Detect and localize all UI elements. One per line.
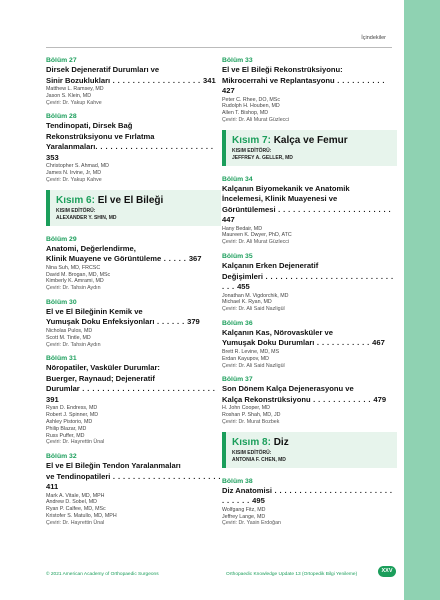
chapter-title-line bbox=[46, 374, 221, 385]
author-name: Roshan P. Shah, MD, JD bbox=[222, 412, 281, 419]
toc-entry bbox=[46, 298, 221, 348]
part-title bbox=[232, 134, 391, 148]
translator-credit: Çeviri: Dr. Hayrettin Ünal bbox=[46, 439, 105, 446]
chapter-title-line bbox=[46, 121, 221, 132]
chapter-title-line bbox=[46, 254, 221, 265]
chapter-title-line bbox=[46, 132, 221, 143]
part-number: Kısım 6: bbox=[56, 194, 95, 206]
toc-entry bbox=[46, 235, 221, 292]
author-name: Jeffrey Lange, MD bbox=[222, 513, 266, 520]
book-title-footer: Orthopaedic Knowledge Update 13 (Ortopedik Bilgi Yenileme) bbox=[226, 572, 358, 577]
chapter-title-line bbox=[222, 65, 397, 76]
chapter-title-text: Tendinopati, Dirsek Bağ bbox=[46, 121, 133, 131]
author-name: Russ Puffer, MD bbox=[46, 432, 85, 439]
toc-entry bbox=[222, 252, 397, 313]
chapter-title-text: Görüntülemesi bbox=[222, 204, 276, 214]
author-name: Wolfgang Fitz, MD bbox=[222, 506, 266, 513]
part-number: Kısım 7: bbox=[232, 134, 271, 146]
chapter-title-text: Buerger, Raynaud; Dejeneratif bbox=[46, 373, 155, 383]
translator-credit: Çeviri: Dr. Ali Murat Güzlecci bbox=[222, 239, 290, 246]
page-number: 391 bbox=[46, 394, 59, 404]
author-name: Scott M. Tintle, MD bbox=[46, 334, 91, 341]
toc-entry bbox=[222, 375, 397, 425]
chapter-title-text: El ve El Bileği Rekonstrüksiyonu: bbox=[222, 65, 343, 74]
chapter-title-text: Yumuşak Doku Durumları bbox=[222, 338, 315, 348]
part-title bbox=[56, 194, 215, 208]
chapter-number: Bölüm 32 bbox=[46, 453, 77, 461]
translator-credit: Çeviri: Dr. Yasin Erdoğan bbox=[222, 520, 281, 527]
chapter-number: Bölüm 34 bbox=[222, 175, 253, 183]
chapter-title-line bbox=[222, 76, 397, 97]
part-name: Kalça ve Femur bbox=[273, 134, 348, 146]
leader-dots: . . . . . . . . . . . . . . . . . . . . . . . bbox=[275, 204, 392, 214]
part-heading-box bbox=[46, 190, 221, 226]
chapter-title-text: Klinik Muayene ve Görüntüleme bbox=[46, 254, 162, 264]
author-name: Rudolph H. Houben, MD bbox=[222, 103, 280, 110]
author-name: Hany Bedair, MD bbox=[222, 225, 263, 232]
part-editor-name: ANTONIA F. CHEN, MD bbox=[232, 456, 286, 463]
author-name: H. John Cooper, MD bbox=[222, 405, 270, 412]
leader-dots: . . . . . . . . . . . . . . . . . . . . . . . . . . . bbox=[79, 384, 216, 394]
part-heading-box bbox=[222, 432, 397, 468]
author-name: Peter C. Rhee, DO, MSc bbox=[222, 96, 280, 103]
author-name: Nina Suh, MD, FRCSC bbox=[46, 264, 101, 271]
chapter-number: Bölüm 31 bbox=[46, 355, 77, 363]
chapter-title-text: Kalça Rekonstrüksiyonu bbox=[222, 394, 311, 404]
page-number: 455 bbox=[237, 282, 250, 292]
author-name: James N. Irvine, Jr, MD bbox=[46, 170, 102, 177]
toc-entry bbox=[222, 56, 397, 124]
author-name: Kristofer S. Matullo, MD, MPH bbox=[46, 513, 117, 520]
page-number-badge: XXV bbox=[378, 566, 396, 577]
toc-entry bbox=[222, 175, 397, 246]
chapter-title-text: Kalçanın Kas, Nörovasküler ve bbox=[222, 327, 334, 337]
part-name: El ve El Bileği bbox=[97, 194, 164, 206]
part-number: Kısım 8: bbox=[232, 436, 271, 448]
chapter-title-text: Kalçanın Biyomekanik ve Anatomik bbox=[222, 183, 350, 193]
chapter-title-line bbox=[46, 244, 221, 255]
chapter-title-text: Diz Anatomisi bbox=[222, 485, 272, 495]
chapter-number: Bölüm 36 bbox=[222, 319, 253, 327]
toc-left-column bbox=[46, 54, 221, 533]
chapter-title-line bbox=[46, 65, 221, 76]
chapter-number: Bölüm 29 bbox=[46, 235, 77, 243]
author-name: Erdan Kayupov, MD bbox=[222, 355, 270, 362]
leader-dots: . . . . . . . . . . . bbox=[314, 338, 373, 348]
chapter-number: Bölüm 30 bbox=[46, 298, 77, 306]
chapter-title-text: Dirsek Dejeneratif Durumları ve bbox=[46, 65, 160, 74]
page-number: 353 bbox=[46, 152, 59, 162]
translator-credit: Çeviri: Dr. Tahsin Aydın bbox=[46, 285, 101, 292]
chapter-number: Bölüm 28 bbox=[46, 113, 77, 121]
translator-credit: Çeviri: Dr. Yakup Kahve bbox=[46, 99, 102, 106]
toc-entry bbox=[46, 354, 221, 446]
leader-dots: . . . . . . . . . . . . . . . . . . bbox=[110, 75, 204, 85]
part-editor-label: KISIM EDİTÖRÜ: bbox=[232, 147, 272, 154]
toc-entry bbox=[222, 477, 397, 527]
page-number: 367 bbox=[188, 254, 202, 264]
part-heading-box bbox=[222, 130, 397, 166]
chapter-title-text: Anatomi, Değerlendirme, bbox=[46, 243, 136, 253]
chapter-title-line bbox=[46, 317, 221, 328]
leader-dots: . . . . . . . . . . . . . . . . . . . . . . . . . . . . . . bbox=[222, 485, 393, 506]
author-name: Matthew L. Ramsey, MD bbox=[46, 86, 104, 92]
chapter-number: Bölüm 37 bbox=[222, 376, 253, 384]
chapter-title-text: Nöropatiler, Vasküler Durumlar: bbox=[46, 363, 160, 373]
chapter-number: Bölüm 27 bbox=[46, 57, 77, 64]
chapter-title-text: İncelemesi, Klinik Muayenesi ve bbox=[222, 194, 338, 204]
leader-dots: . . . . . . . . . . . . bbox=[310, 394, 374, 404]
chapter-title-line bbox=[222, 272, 397, 293]
leader-dots: . . . . . . . . . . . . . . . . . . . . . . . . bbox=[95, 142, 214, 152]
author-name: Nicholas Pulos, MD bbox=[46, 327, 93, 334]
author-name: Jonathan M. Vigdorchik, MD bbox=[222, 292, 289, 299]
chapter-title-line bbox=[222, 261, 397, 272]
toc-entry bbox=[222, 319, 397, 369]
toc-entry bbox=[46, 452, 221, 526]
author-name: Brett R. Levine, MD, MS bbox=[222, 348, 280, 355]
chapter-title-text: El ve El Bileğin Tendon Yaralanmaları bbox=[46, 461, 181, 471]
chapter-title-line bbox=[222, 395, 397, 406]
chapter-title-line bbox=[46, 363, 221, 374]
toc-entry bbox=[46, 56, 221, 106]
page-number: 427 bbox=[222, 86, 235, 95]
translator-credit: Çeviri: Dr. Hayrettin Ünal bbox=[46, 519, 105, 526]
chapter-title-line bbox=[222, 184, 397, 195]
side-color-bar bbox=[404, 0, 440, 600]
leader-dots: . . . . . . bbox=[154, 317, 188, 327]
translator-credit: Çeviri: Dr. Ali Said Nazligül bbox=[222, 362, 285, 369]
author-name: Maureen K. Dwyer, PhD, ATC bbox=[222, 232, 292, 239]
page-number: 411 bbox=[46, 482, 59, 492]
translator-credit: Çeviri: Dr. Ali Murat Güzlecci bbox=[222, 116, 290, 123]
author-name: Ryan P. Calfee, MD, MSc bbox=[46, 506, 106, 513]
page-number: 479 bbox=[373, 394, 387, 404]
author-name: Philip Blazar, MD bbox=[46, 425, 87, 432]
chapter-title-text: Yumuşak Doku Enfeksiyonları bbox=[46, 317, 155, 327]
header-divider bbox=[46, 47, 392, 48]
part-title bbox=[232, 436, 391, 450]
author-name: Robert J. Spinner, MD bbox=[46, 412, 99, 419]
chapter-title-text: Değişimleri bbox=[222, 271, 263, 281]
part-editor-label: KISIM EDİTÖRÜ: bbox=[232, 449, 272, 456]
page-number: 447 bbox=[222, 215, 235, 225]
chapter-title-text: Rekonstrüksiyonu ve Fırlatma bbox=[46, 131, 155, 141]
part-editor-name: ALEXANDER Y. SHIN, MD bbox=[56, 214, 117, 221]
author-name: Kimberly K. Amrami, MD bbox=[46, 278, 104, 285]
leader-dots: . . . . . bbox=[161, 254, 189, 264]
translator-credit: Çeviri: Dr. Yakup Kahve bbox=[46, 176, 102, 183]
chapter-title-text: El ve El Bileğinin Kemik ve bbox=[46, 306, 143, 316]
author-name: Mark A. Vitale, MD, MPH bbox=[46, 492, 105, 499]
chapter-title-line bbox=[222, 338, 397, 349]
chapter-title-line bbox=[46, 307, 221, 318]
author-name: Ryan D. Endress, MD bbox=[46, 405, 98, 412]
chapter-title-line bbox=[222, 486, 397, 507]
page-number: 341 bbox=[203, 75, 216, 85]
author-name: Michael K. Ryan, MD bbox=[222, 299, 272, 306]
chapter-title-line bbox=[46, 142, 221, 163]
author-name: Allen T. Bishop, MD bbox=[222, 110, 269, 117]
page-header: İçindekiler bbox=[361, 35, 386, 41]
chapter-title-line bbox=[46, 461, 221, 472]
author-name: David M. Brogan, MD, MSc bbox=[46, 271, 111, 278]
leader-dots: . . . . . . . . . . . . . . . . . . . . . . bbox=[110, 471, 221, 481]
chapter-title-line bbox=[46, 384, 221, 405]
translator-credit: Çeviri: Dr. Tahsin Aydın bbox=[46, 341, 101, 348]
chapter-number: Bölüm 35 bbox=[222, 253, 253, 261]
chapter-title-line bbox=[222, 384, 397, 395]
author-name: Ashley Pistorio, MD bbox=[46, 418, 93, 425]
author-name: Jason S. Klein, MD bbox=[46, 92, 92, 99]
part-name: Diz bbox=[273, 436, 289, 448]
chapter-title-line bbox=[222, 194, 397, 205]
chapter-title-text: ve Tendinopatileri bbox=[46, 471, 111, 481]
leader-dots: . . . . . . . . . . . . . . . . . . . . . . . . . . . . . bbox=[222, 271, 394, 292]
page-number: 495 bbox=[252, 496, 265, 506]
chapter-title-text: Sinir Bozuklukları bbox=[46, 75, 111, 85]
chapter-title-text: Mikrocerrahi ve Replantasyonu bbox=[222, 75, 335, 85]
chapter-title-line bbox=[222, 205, 397, 226]
chapter-title-line bbox=[46, 472, 221, 493]
chapter-title-line bbox=[222, 328, 397, 339]
chapter-title-text: Durumlar bbox=[46, 384, 80, 394]
chapter-title-text: Son Dönem Kalça Dejenerasyonu ve bbox=[222, 384, 354, 394]
author-name: Christopher S. Ahmad, MD bbox=[46, 163, 109, 170]
leader-dots: . . . . . . . . . . bbox=[334, 75, 385, 85]
toc-right-column bbox=[222, 54, 397, 533]
toc-entry bbox=[46, 112, 221, 183]
chapter-title-line bbox=[46, 76, 221, 87]
part-editor-label: KISIM EDİTÖRÜ: bbox=[56, 207, 96, 214]
chapter-title-text: Yaralanmaları bbox=[46, 142, 96, 152]
part-editor-name: JEFFREY A. GELLER, MD bbox=[232, 154, 293, 161]
chapter-title-text: Kalçanın Erken Dejeneratif bbox=[222, 261, 319, 271]
author-name: Andrew D. Sobel, MD bbox=[46, 499, 97, 506]
page-number: 379 bbox=[187, 317, 200, 327]
translator-credit: Çeviri: Dr. Murat Bozbek bbox=[222, 418, 280, 425]
chapter-number: Bölüm 33 bbox=[222, 57, 253, 64]
translator-credit: Çeviri: Dr. Ali Said Nazligül bbox=[222, 306, 285, 313]
page-number: 467 bbox=[372, 338, 385, 348]
copyright-footer: © 2021 American Academy of Orthopaedic Surgeons bbox=[46, 572, 159, 577]
chapter-number: Bölüm 38 bbox=[222, 477, 253, 485]
